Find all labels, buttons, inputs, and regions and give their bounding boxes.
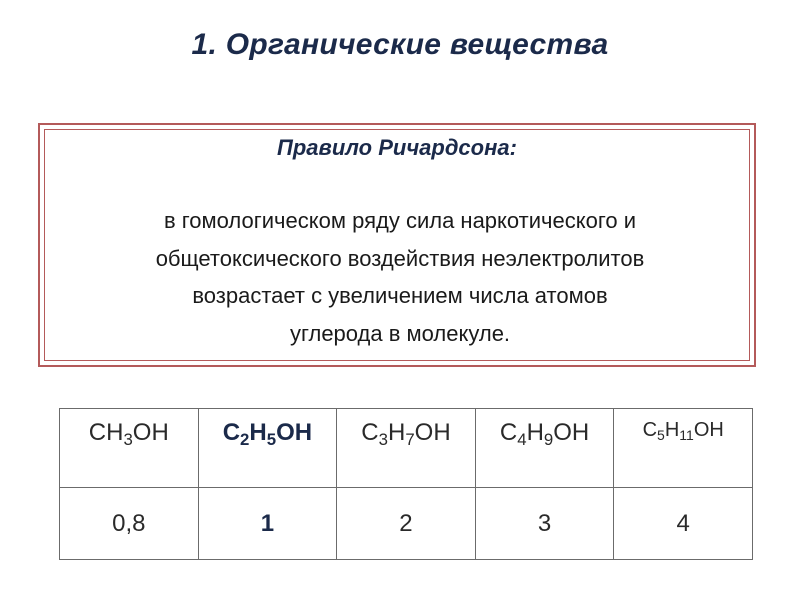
formula-subscript: 11 bbox=[679, 427, 694, 444]
formula-part: C bbox=[222, 419, 241, 446]
formula-subscript: 3 bbox=[378, 430, 388, 450]
formula-part: OH bbox=[414, 419, 451, 446]
formula-part: C bbox=[642, 419, 658, 441]
formula-part: H bbox=[249, 419, 267, 446]
alcohol-toxicity-table bbox=[59, 408, 753, 547]
formula-part: C bbox=[499, 419, 518, 446]
value-cell-propanol: 2 bbox=[337, 488, 476, 560]
value-cell-methanol: 0,8 bbox=[60, 488, 199, 560]
formula-subscript: 3 bbox=[123, 430, 133, 450]
rule-text-line-4: углерода в молекуле. bbox=[289, 321, 511, 346]
slide-title: 1. Органические вещества bbox=[191, 28, 609, 61]
rule-text-line-2: общетоксического воздействия неэлектролитов bbox=[155, 246, 645, 271]
rule-text-line-1: в гомологическом ряду сила наркотического и bbox=[163, 208, 637, 233]
formula-part: H bbox=[664, 419, 680, 441]
formula-subscript: 9 bbox=[543, 430, 554, 450]
formula-cell-pentanol bbox=[614, 409, 753, 488]
formula-subscript: 5 bbox=[657, 427, 665, 444]
formula-cell-propanol bbox=[337, 409, 476, 488]
formula-part: OH bbox=[553, 419, 590, 446]
formula-part: OH bbox=[693, 419, 724, 441]
table-row-values bbox=[60, 488, 753, 560]
formula-part: H bbox=[387, 419, 406, 446]
value-cell-pentanol: 4 bbox=[614, 488, 753, 560]
value-cell-butanol: 3 bbox=[475, 488, 614, 560]
formula-subscript: 4 bbox=[517, 430, 527, 450]
formula-subscript: 5 bbox=[266, 430, 277, 450]
formula-part: OH bbox=[132, 419, 169, 446]
formula-part: H bbox=[526, 419, 544, 446]
value-cell-ethanol: 1 bbox=[198, 488, 337, 560]
formula-part: C bbox=[361, 419, 379, 446]
formula-cell-butanol bbox=[475, 409, 614, 488]
formula-subscript: 7 bbox=[405, 430, 415, 450]
rule-text-line-3: возрастает с увеличением числа атомов bbox=[192, 283, 608, 308]
formula-cell-methanol bbox=[60, 409, 199, 488]
table-row-formulas bbox=[60, 409, 753, 488]
formula-cell-ethanol bbox=[198, 409, 337, 488]
formula-part: CH bbox=[88, 419, 124, 446]
rule-heading: Правило Ричардсона: bbox=[277, 135, 517, 160]
formula-subscript: 2 bbox=[240, 430, 250, 450]
formula-part: OH bbox=[276, 419, 313, 446]
